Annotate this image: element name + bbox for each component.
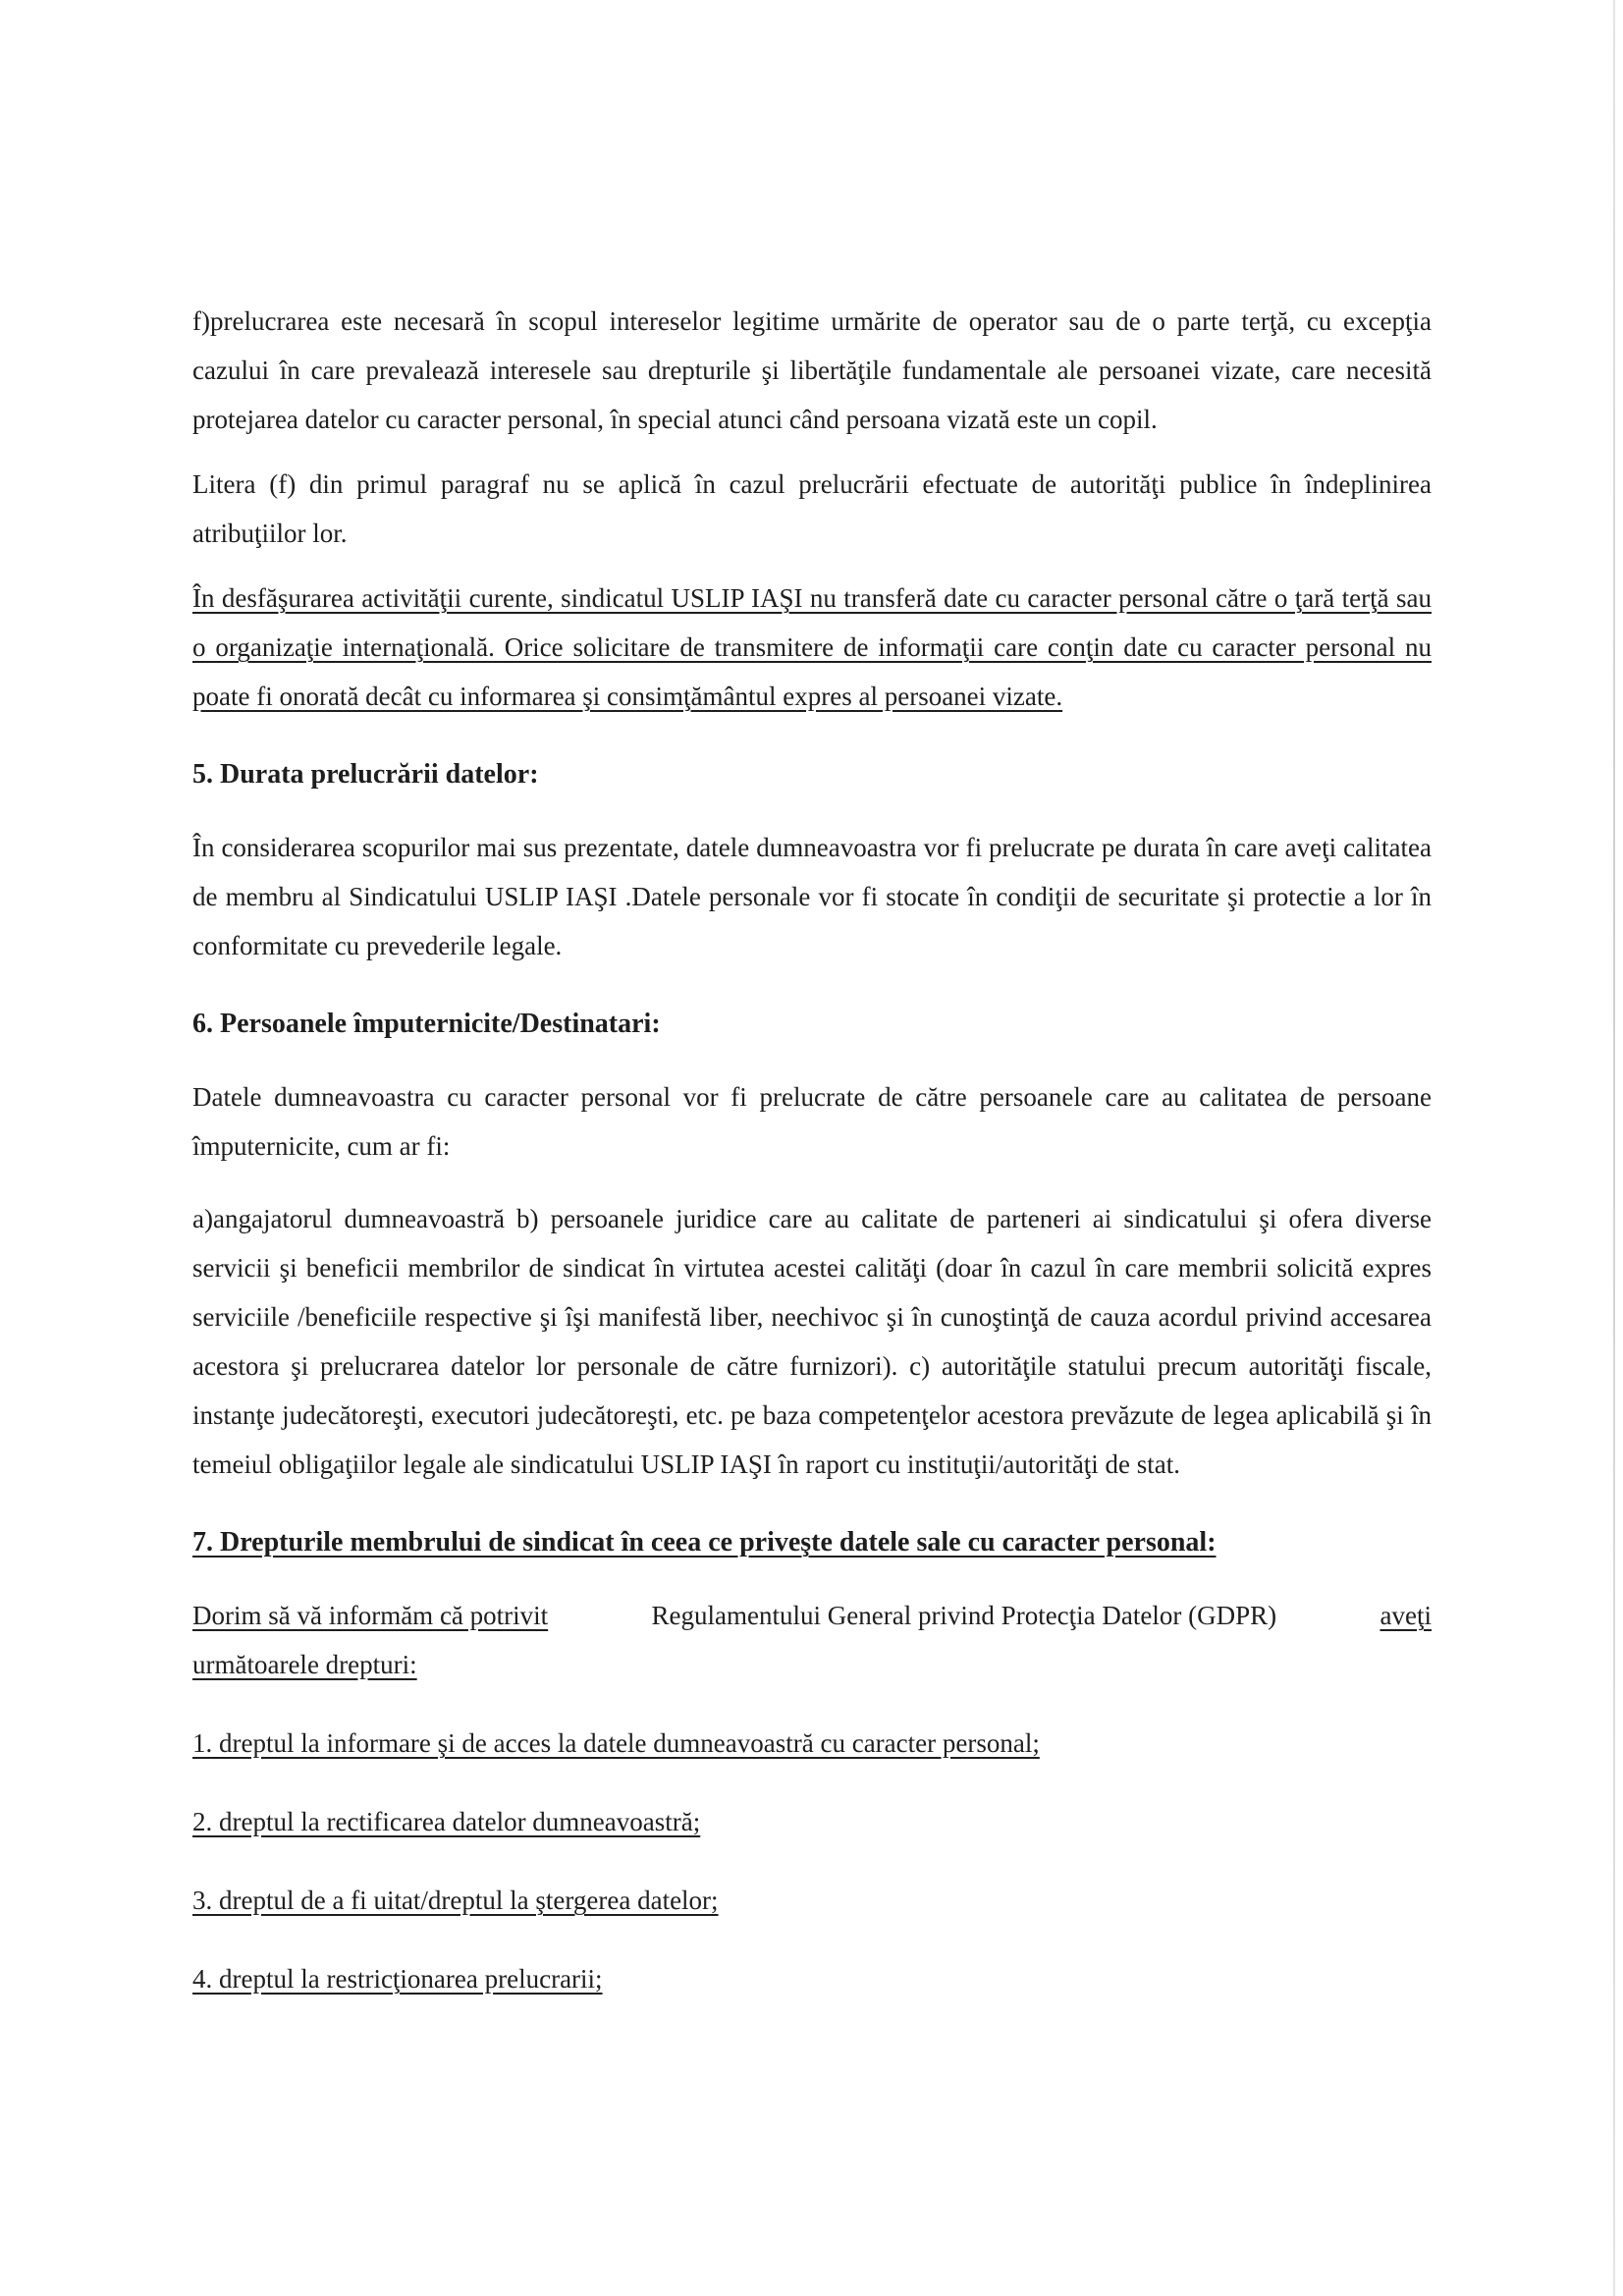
section-5-text: În considerarea scopurilor mai sus prezentate, datele dumneavoastra vor fi prelucrate pe durata în care aveţi calitatea de membru al Sindicatului USLIP IAŞI .Datele personale vor fi stocate în condiţii de securitate şi protectie a lor în conformitate cu prevederile legale. — [192, 833, 1432, 960]
right-item: 3. dreptul de a fi uitat/dreptul la ştergerea datelor; — [192, 1886, 719, 1915]
paragraph-litera-f: Litera (f) din primul paragraf nu se aplică în cazul prelucrării efectuate de autorităţi publice în îndeplinirea atribuţiilor lor. — [192, 469, 1432, 548]
gdpr-reference: Regulamentului General privind Protecţia Datelor (GDPR) — [651, 1601, 1277, 1630]
section-6-text-intro: Datele dumneavoastra cu caracter personal vor fi prelucrate de către persoanele care au calitatea de persoane împuternicite, cum ar fi: — [192, 1082, 1432, 1161]
intro-verb: aveţi — [1380, 1601, 1432, 1630]
paragraph-transfer-policy: În desfăşurarea activităţii curente, sindicatul USLIP IAŞI nu transferă date cu caracter personal către o ţară terţă sau o organizaţie internaţională. Orice solicitare de transmitere de informaţii care conţin date cu caracter personal nu poate fi onorată decât cu informarea şi consimţământul expres al persoanei vizate. — [192, 583, 1432, 711]
section-6-text-recipients: a)angajatorul dumneavoastră b) persoanele juridice care au calitate de parteneri ai sindicatului şi ofera diverse servicii şi beneficii membrilor de sindicat în virtutea acestei calităţi (doar în cazul în care membrii solicită expres serviciile /beneficiile respective şi îşi manifestă liber, neechivoc şi în cunoştinţă de cauza acordul privind accesarea acestora şi prelucrarea datelor lor personale de către furnizori). c) autorităţile statului precum autorităţi fiscale, instanţe judecătoreşti, executori judecătoreşti, etc. pe baza competenţelor acestora prevăzute de legea aplicabilă şi în temeiul obligaţiilor legale ale sindicatului USLIP IAŞI în raport cu instituţii/autorităţi de stat. — [192, 1204, 1432, 1479]
page-edge — [1613, 0, 1615, 2296]
right-item: 1. dreptul la informare şi de acces la datele dumneavoastră cu caracter personal; — [192, 1728, 1040, 1758]
section-5-heading: 5. Durata prelucrării datelor: — [192, 759, 539, 790]
right-item: 4. dreptul la restricţionarea prelucrarii; — [192, 1964, 603, 1994]
section-6-heading: 6. Persoanele împuternicite/Destinatari: — [192, 1009, 661, 1039]
intro-phrase: Dorim să vă informăm că potrivit — [192, 1601, 549, 1630]
section-7-intro-line — [192, 1591, 1432, 1640]
right-item: 2. dreptul la rectificarea datelor dumneavoastră; — [192, 1807, 701, 1836]
section-7-heading: 7. Drepturile membrului de sindicat în ceea ce priveşte datele sale cu caracter personal: — [192, 1527, 1217, 1558]
section-7-intro — [192, 1591, 1432, 1689]
paragraph-legitimate-interest: f)prelucrarea este necesară în scopul intereselor legitime urmărite de operator sau de o parte terţă, cu excepţia cazului în care prevalează interesele sau drepturile şi libertăţile fundamentale ale persoanei vizate, care necesită protejarea datelor cu caracter personal, în special atunci când persoana vizată este un copil. — [192, 306, 1432, 434]
intro-rights-label: următoarele drepturi: — [192, 1650, 417, 1679]
document-body — [192, 297, 1432, 2003]
